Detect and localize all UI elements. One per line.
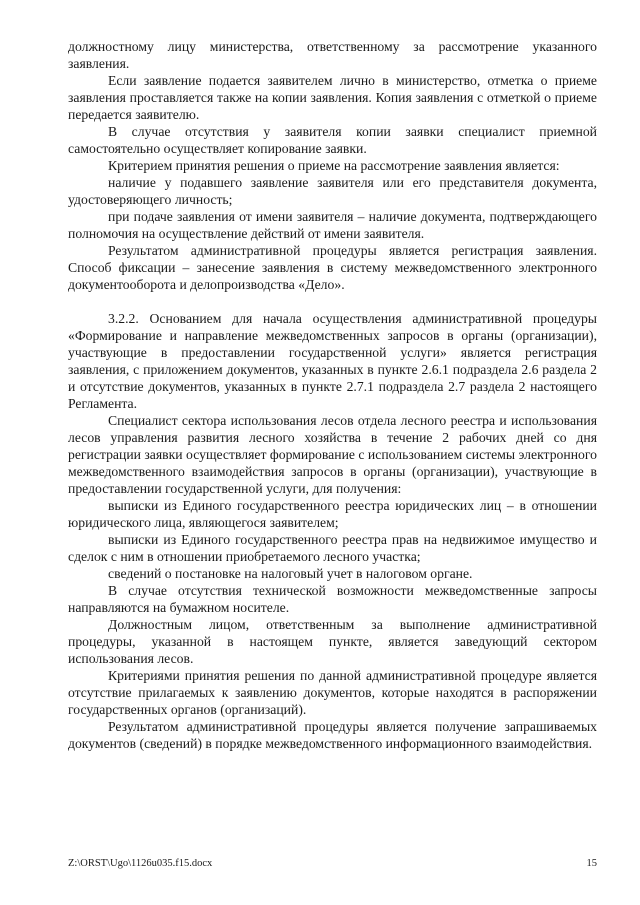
paragraph: В случае отсутствия технической возможности межведомственные запросы направляются на бумажном носителе. xyxy=(68,583,597,615)
paragraph: Результатом административной процедуры является получение запрашиваемых документов (сведений) в порядке межведомственного информационного взаимодействия. xyxy=(68,719,597,751)
paragraph: Должностным лицом, ответственным за выполнение административной процедуры, указанной в настоящем пункте, является заведующий сектором использования лесов. xyxy=(68,617,597,666)
paragraph: Специалист сектора использования лесов отдела лесного реестра и использования лесов управления развития лесного хозяйства в течение 2 рабочих дней со дня регистрации заявки осуществляет формирование с использованием системы электронного межведомственного взаимодействия запросов в органы (организации), участвующие в предоставлении государственной услуги, для получения: xyxy=(68,413,597,496)
paragraph: наличие у подавшего заявление заявителя или его представителя документа, удостоверяющего личность; xyxy=(68,175,597,207)
paragraph: выписки из Единого государственного реестра юридических лиц – в отношении юридического лица, являющегося заявителем; xyxy=(68,498,597,530)
document-body xyxy=(68,38,597,752)
paragraph: сведений о постановке на налоговый учет в налоговом органе. xyxy=(108,566,473,581)
paragraph: при подаче заявления от имени заявителя – наличие документа, подтверждающего полномочия на осуществление действий от имени заявителя. xyxy=(68,209,597,241)
paragraph: Результатом административной процедуры является регистрация заявления. Способ фиксации – занесение заявления в систему межведомственного электронного документооборота и делопроизводства «Дело». xyxy=(68,243,597,292)
paragraph: Критериями принятия решения по данной административной процедуре является отсутствие прилагаемых к заявлению документов, которые находятся в распоряжении государственных органов (организаций). xyxy=(68,668,597,717)
paragraph: Если заявление подается заявителем лично в министерство, отметка о приеме заявления проставляется также на копии заявления. Копия заявления с отметкой о приеме передается заявителю. xyxy=(68,73,597,122)
page-number: 15 xyxy=(586,858,597,869)
paragraph: Критерием принятия решения о приеме на рассмотрение заявления является: xyxy=(108,158,560,173)
paragraph: В случае отсутствия у заявителя копии заявки специалист приемной самостоятельно осуществляет копирование заявки. xyxy=(68,124,597,156)
paragraph: выписки из Единого государственного реестра прав на недвижимое имущество и сделок с ним в отношении приобретаемого лесного участка; xyxy=(68,532,597,564)
paragraph: должностному лицу министерства, ответственному за рассмотрение указанного заявления. xyxy=(68,39,597,71)
footer-file-path: Z:\ORST\Ugo\1126u035.f15.docx xyxy=(68,858,213,869)
section-paragraph-3-2-2: 3.2.2. Основанием для начала осуществления административной процедуры «Формирование и направление межведомственных запросов в органы (организации), участвующие в предоставлении государственной услуги» является регистрация заявления, с приложением документов, указанных в пункте 2.6.1 подраздела 2.6 раздела 2 и отсутствие документов, указанных в пункте 2.7.1 подраздела 2.7 раздела 2 настоящего Регламента. xyxy=(68,311,597,411)
